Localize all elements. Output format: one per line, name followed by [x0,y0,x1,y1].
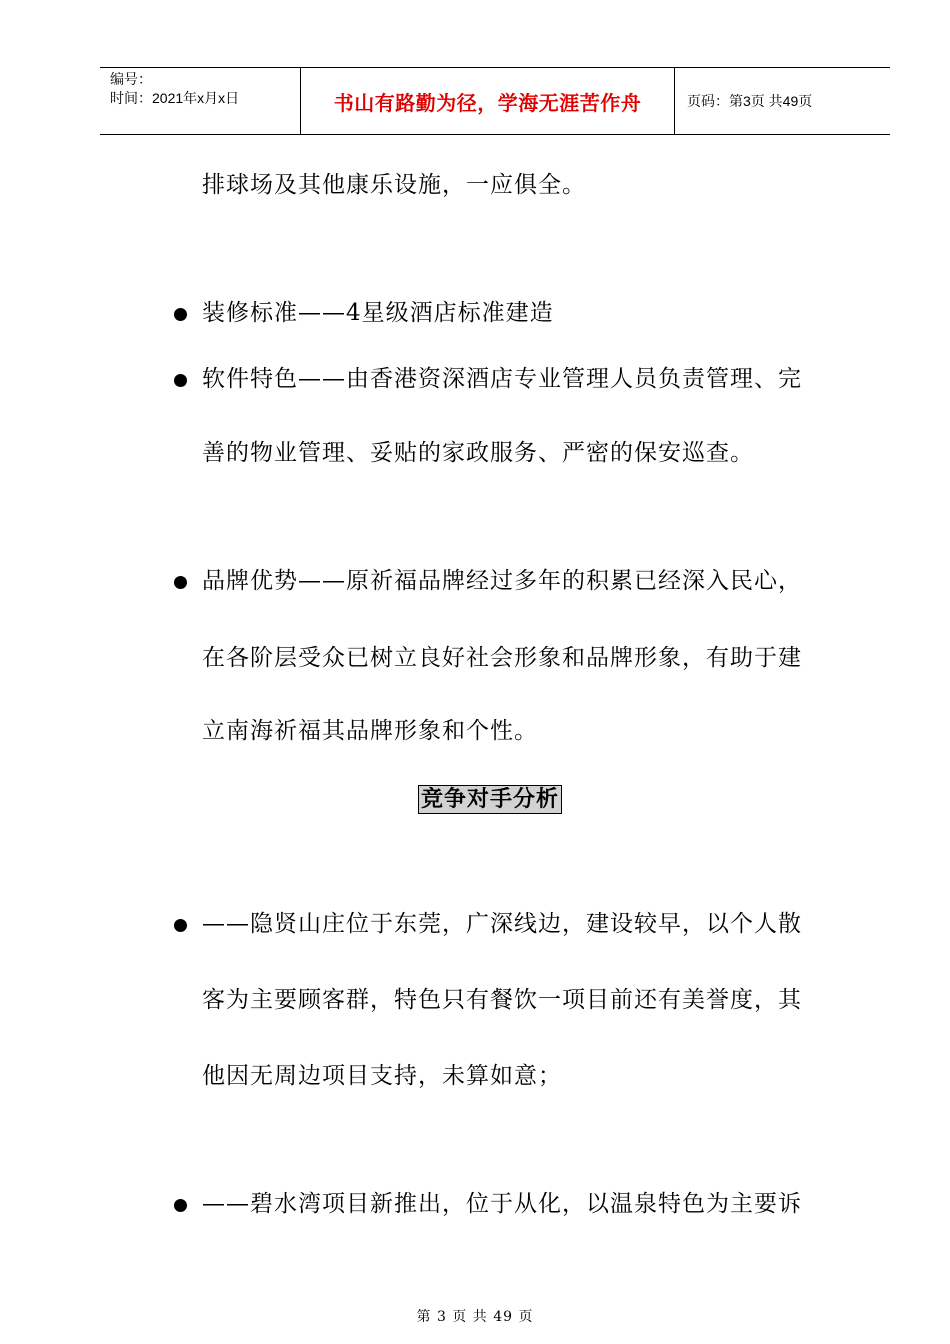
header-meta-cell [100,68,301,134]
bullet-item-software: 软件特色——由香港资深酒店专业管理人员负责管理、完 [202,366,802,392]
body-line: 善的物业管理、妥贴的家政服务、严密的保安巡查。 [202,440,754,466]
body-line: 他因无周边项目支持，未算如意； [202,1063,562,1089]
bullet-item-competitor-2: ——碧水湾项目新推出，位于从化，以温泉特色为主要诉 [202,1191,802,1217]
page-footer: 第 3 页 共 49 页 [416,1309,534,1325]
header-number-label: 编号： [110,71,152,87]
header-motto: 书山有路勤为径，学海无涯苦作舟 [301,68,675,134]
section-heading: 竞争对手分析 [418,785,562,814]
page-header [100,67,890,135]
bullet-icon [174,308,187,321]
header-time-label: 时间：2021年x月x日 [110,90,240,106]
bullet-icon [174,374,187,387]
bullet-item-brand: 品牌优势——原祈福品牌经过多年的积累已经深入民心， [202,568,802,594]
body-line: 立南海祈福其品牌形象和个性。 [202,718,538,744]
bullet-icon [174,919,187,932]
bullet-item-competitor-1: ——隐贤山庄位于东莞，广深线边，建设较早，以个人散 [202,911,802,937]
bullet-icon [174,1199,187,1212]
bullet-icon [174,576,187,589]
bullet-item-decoration-standard: 装修标准——4星级酒店标准建造 [202,300,554,326]
body-line: 在各阶层受众已树立良好社会形象和品牌形象，有助于建 [202,645,802,671]
body-line: 客为主要顾客群，特色只有餐饮一项目前还有美誉度，其 [202,987,802,1013]
body-line: 排球场及其他康乐设施，一应俱全。 [202,172,586,198]
header-page-info: 页码：第3页 共49页 [687,93,813,109]
